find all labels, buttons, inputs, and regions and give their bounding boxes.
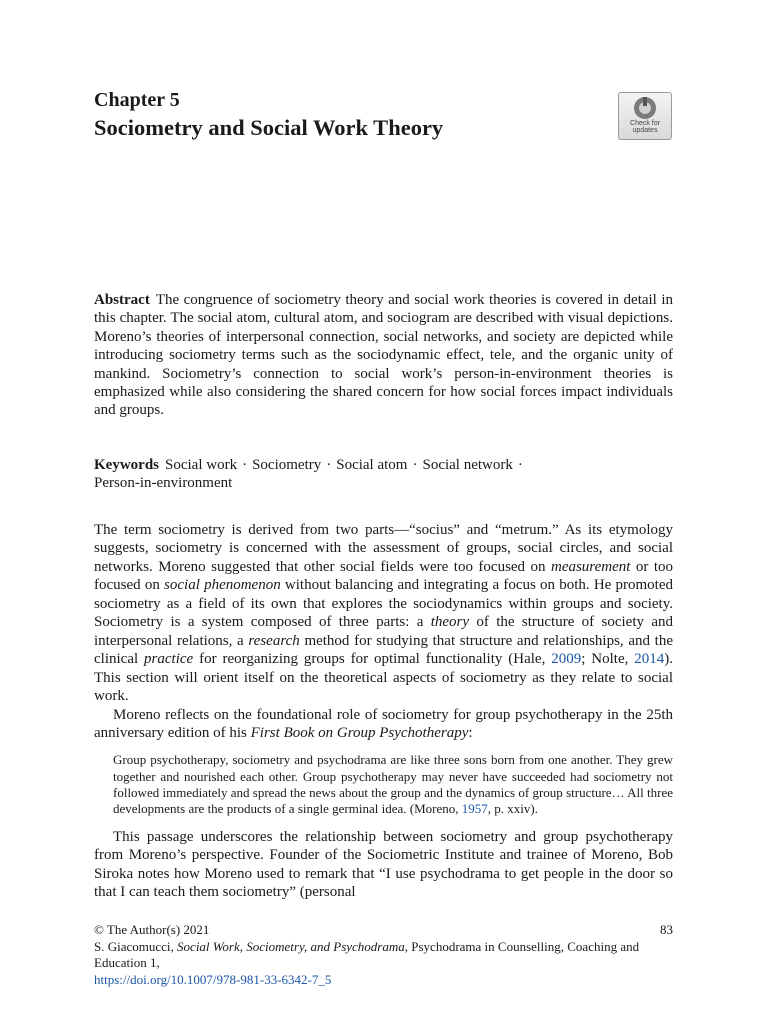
citation-book-title: Social Work, Sociometry, and Psychodrama [177, 938, 405, 954]
citation-series: , Psychodrama in Counselling, Coaching and Education 1, [94, 938, 640, 970]
emphasis: theory [430, 614, 470, 631]
check-for-updates-icon [630, 96, 660, 120]
copyright: © The Author(s) 2021 [94, 922, 210, 937]
citation-author: S. Giacomucci, [94, 938, 178, 954]
body-text [94, 521, 673, 901]
paragraph-2 [94, 706, 673, 743]
doi-link[interactable]: https://doi.org/10.1007/978-981-33-6342-7_5 [94, 971, 332, 987]
text-run: ; Nolte, [581, 651, 635, 668]
citation-link-hale-2009[interactable]: 2009 [551, 651, 582, 668]
text-run: method for studying that structure and relationships, and the clinical [94, 632, 673, 668]
emphasis: practice [144, 651, 194, 668]
paragraph-3: This passage underscores the relationship between sociometry and group psychotherapy from Moreno’s perspective. Founder of the Sociometric Institute and trainee of Moreno, Bob Siroka notes how Moreno used to remark that “I use psychodrama to get people in the door so that I can teach them sociometry” (personal [94, 828, 673, 900]
text-run: : [468, 724, 473, 741]
block-quote [113, 752, 673, 817]
keyword-1: Social work [165, 457, 238, 473]
footer [94, 922, 673, 988]
keyword-4: Social network [422, 457, 513, 473]
chapter-number: Chapter 5 [94, 89, 180, 111]
book-title: First Book on Group Psychotherapy [250, 724, 469, 741]
abstract-label: Abstract [94, 292, 150, 308]
keyword-5: Person-in-environment [94, 475, 233, 492]
chapter-title: Sociometry and Social Work Theory [94, 115, 444, 140]
badge-label-1: Check for [630, 120, 660, 127]
keywords [94, 456, 673, 493]
text-run: Group psychotherapy, sociometry and psychodrama are like three sons born from one another. They grew together and nourished each other. Group psychotherapy may never have succeeded had sociometry not followed immediately and spread the news about the group and the dynamics of group structure… All three developments are the products of a single germinal idea. (Moreno, [113, 752, 673, 817]
emphasis: social phenomenon [164, 577, 281, 594]
emphasis: measurement [550, 558, 631, 575]
abstract-text: The congruence of sociometry theory and social work theories is covered in detail in this chapter. The social atom, cultural atom, and sociogram are described with visual depictions. Moreno’s theories of interpersonal connection, social networks, and society are depicted while introducing sociometry terms such as the sociodynamic effect, tele, and the organic unity of mankind. Sociometry’s connection to social work’s person-in-environment theories is emphasized while also considering the shared concern for how social forces impact individuals and groups. [94, 292, 673, 419]
keyword-2: Sociometry [252, 457, 322, 473]
text-run: The term sociometry is derived from two parts—“socius” and “metrum.” As its etymology suggests, sociometry is concerned with the assessment of groups, social circles, and social networks. Moreno suggested that other social fields were too focused on [94, 522, 673, 575]
check-for-updates-badge[interactable] [618, 92, 672, 140]
citation-link-moreno-1957[interactable]: 1957 [461, 801, 488, 817]
keyword-separator: · [517, 457, 523, 473]
emphasis: research [248, 632, 300, 649]
keyword-separator: · [326, 457, 332, 473]
keywords-label: Keywords [94, 457, 159, 473]
keyword-separator: · [412, 457, 418, 473]
abstract [94, 291, 673, 420]
keyword-3: Social atom [336, 457, 408, 473]
text-run: , p. xxiv). [487, 801, 538, 817]
book-citation [94, 939, 673, 972]
keyword-separator: · [242, 457, 248, 473]
text-run: or too focused on [94, 558, 673, 594]
page-number: 83 [660, 922, 673, 937]
text-run: without balancing and integrating a focus on both. He promoted sociometry as a field of its own that explores the sociodynamics within groups and society. Sociometry is a system composed of three parts: a [94, 577, 674, 631]
text-run: Moreno reflects on the foundational role of sociometry for group psychotherapy in the 25th anniversary edition of his [94, 706, 673, 741]
text-run: for reorganizing groups for optimal functionality (Hale, [193, 651, 552, 668]
paragraph-1 [94, 521, 673, 706]
text-run: ). This section will orient itself on the theoretical aspects of sociometry as they relate to social work. [94, 651, 673, 705]
footer-top-row [94, 922, 673, 939]
citation-link-nolte-2014[interactable]: 2014 [634, 651, 665, 668]
badge-label-2: updates [632, 127, 658, 134]
text-run: of the structure of society and interpersonal relations, a [94, 614, 673, 649]
